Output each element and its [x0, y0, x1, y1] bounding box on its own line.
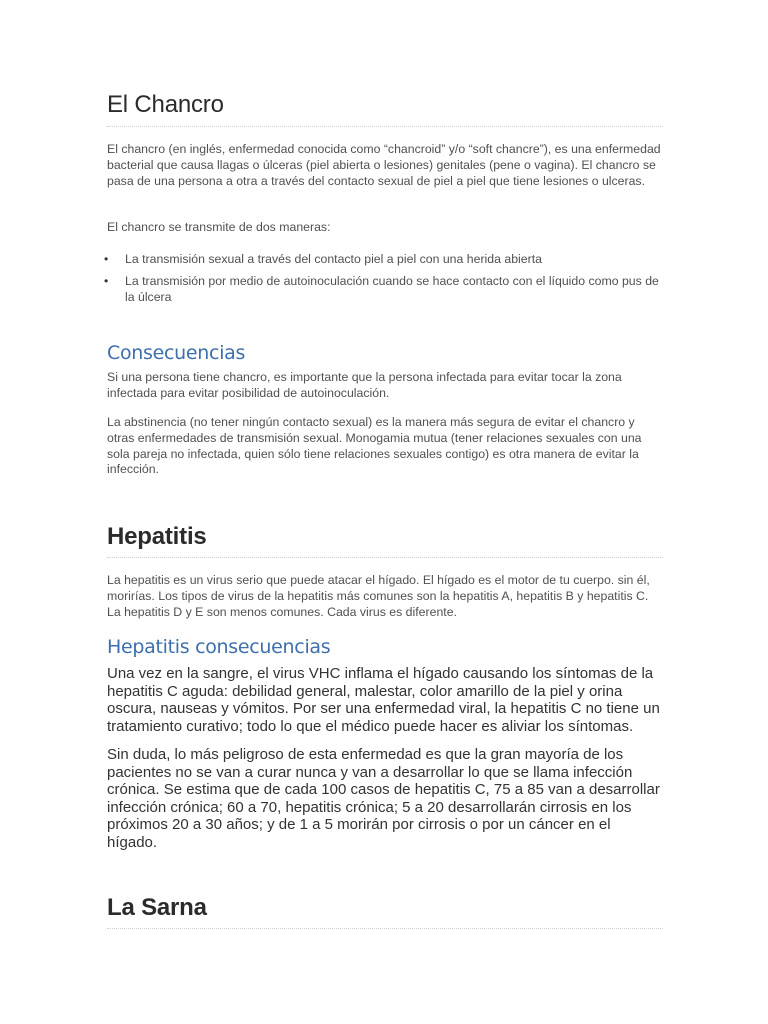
chancro-paragraph-1: El chancro (en inglés, enfermedad conocida como “chancroid” y/o “soft chancre”), es una enfermedad bacterial que causa llagas o úlceras (piel abierta o lesiones) genitales (pene o vagina). El chancro se pasa de una persona a otra a través del contacto sexual de piel a piel que tiene lesiones o ulceras. [107, 142, 661, 188]
subheading-consecuencias: Consecuencias [107, 342, 246, 364]
bullet-icon: • [104, 273, 109, 288]
heading-sarna: La Sarna [107, 894, 207, 921]
heading-rule [107, 557, 663, 558]
chancro-paragraph-2: El chancro se transmite de dos maneras: [107, 220, 331, 234]
list-item: • La transmisión sexual a través del contacto piel a piel con una herida abierta [104, 252, 542, 266]
hepatitis-consecuencias-paragraph-1: Una vez en la sangre, el virus VHC inflama el hígado causando los síntomas de la hepatitis C aguda: debilidad general, malestar, color amarillo de la piel y orina oscura, nauseas y vómitos. Por ser una enfermedad viral, la hepatitis C no tiene un tratamiento curativo; todo lo que el médico puede hacer es aliviar los síntomas. [107, 665, 660, 735]
consecuencias-paragraph-1: Si una persona tiene chancro, es importante que la persona infectada para evitar tocar la zona infectada para evitar posibilidad de autoinoculación. [107, 370, 622, 400]
heading-hepatitis: Hepatitis [107, 523, 207, 550]
subheading-hepatitis-consecuencias: Hepatitis consecuencias [107, 636, 331, 658]
bullet-icon: • [104, 252, 109, 266]
heading-rule [107, 928, 663, 929]
hepatitis-paragraph-1: La hepatitis es un virus serio que puede atacar el hígado. El hígado es el motor de tu cuerpo. sin él, morirías. Los tipos de virus de la hepatitis más comunes son la hepatitis A, hepatitis B y hepatitis C. La hepatitis D y E son menos comunes. Cada virus es diferente. [107, 573, 650, 619]
chancro-transmission-list [104, 252, 663, 305]
heading-chancro: El Chancro [107, 91, 224, 118]
consecuencias-paragraph-2: La abstinencia (no tener ningún contacto sexual) es la manera más segura de evitar el chancro y otras enfermedades de transmisión sexual. Monogamia mutua (tener relaciones sexuales con una sola pareja no infectada, quien sólo tiene relaciones sexuales contigo) es otra manera de evitar la infección. [107, 415, 642, 477]
hepatitis-consecuencias-paragraph-2: Sin duda, lo más peligroso de esta enfermedad es que la gran mayoría de los pacientes no se van a curar nunca y van a desarrollar lo que se llama infección crónica. Se estima que de cada 100 casos de hepatitis C, 75 a 85 van a desarrollar infección crónica; 60 a 70, hepatitis crónica; 5 a 20 desarrollarán cirrosis en los próximos 20 a 30 años; y de 1 a 5 morirán por cirrosis o por un cáncer en el hígado. [107, 746, 660, 851]
heading-rule [107, 126, 663, 127]
list-item: • La transmisión por medio de autoinoculación cuando se hace contacto con el líquido como pus de la úlcera [104, 273, 659, 304]
